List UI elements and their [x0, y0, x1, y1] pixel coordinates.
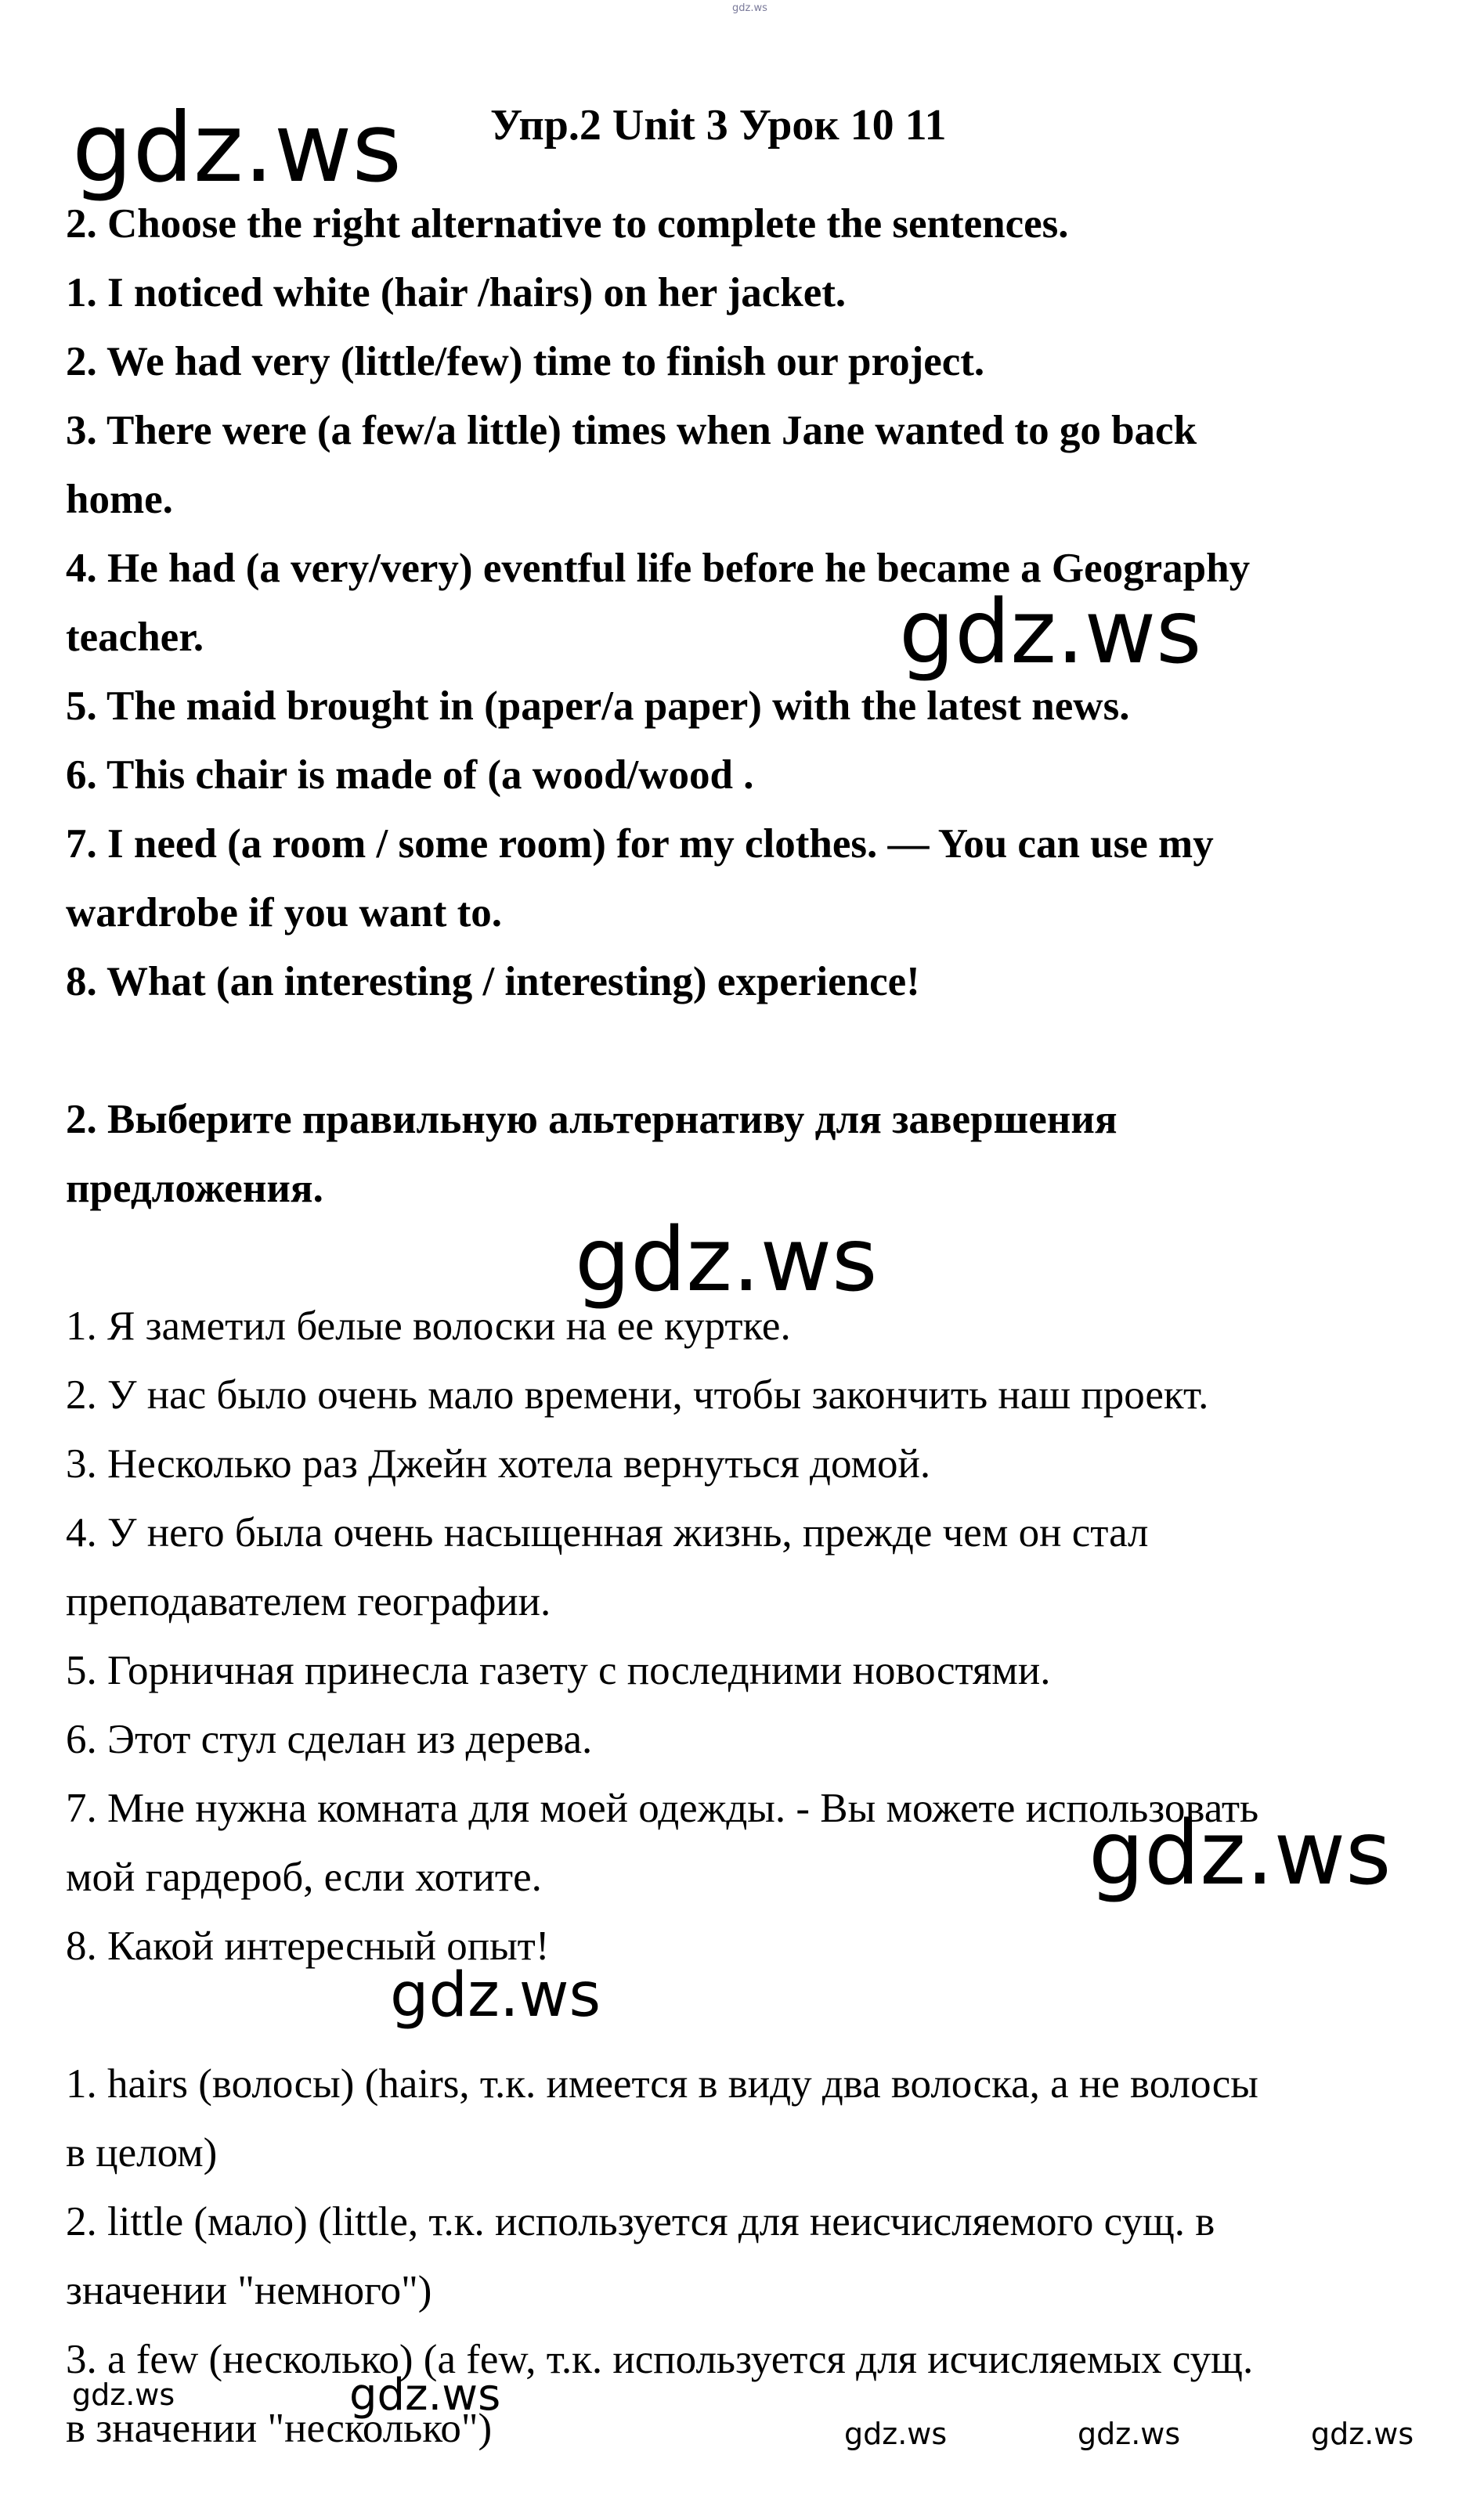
- answer-line: значении "немного"): [66, 2268, 432, 2313]
- exercise-line: teacher.: [66, 615, 204, 660]
- exercise-line: 5. The maid brought in (paper/a paper) with the latest news.: [66, 683, 1130, 729]
- translation-line: преподавателем географии.: [66, 1579, 551, 1624]
- watermark-footer-left: gdz.ws: [72, 2378, 175, 2412]
- watermark-mid-right: gdz.ws: [899, 582, 1202, 683]
- exercise-line: 7. I need (a room / some room) for my clothes. — You can use my: [66, 821, 1214, 867]
- exercise-line: 3. There were (a few/a little) times when Jane wanted to go back: [66, 408, 1197, 453]
- watermark-footer-3: gdz.ws: [1311, 2417, 1414, 2451]
- exercise-line: 4. He had (a very/very) eventful life before he became a Geography: [66, 546, 1251, 591]
- translation-line: 3. Несколько раз Джейн хотела вернуться домой.: [66, 1441, 931, 1487]
- translation-line: 8. Какой интересный опыт!: [66, 1923, 550, 1969]
- watermark-bottom-center: gdz.ws: [349, 2370, 501, 2421]
- answer-line: 1. hairs (волосы) (hairs, т.к. имеется в виду два волоска, а не волосы: [66, 2061, 1258, 2107]
- exercise-line: home.: [66, 477, 173, 522]
- translation-line: 4. У него была очень насыщенная жизнь, прежде чем он стал: [66, 1510, 1149, 1556]
- page-title: Упр.2 Unit 3 Урок 10 11: [490, 101, 947, 150]
- exercise-line: 1. I noticed white (hair /hairs) on her jacket.: [66, 270, 847, 315]
- answer-line: в значении "несколько"): [66, 2406, 493, 2451]
- exercise-line: 6. This chair is made of (a wood/wood .: [66, 752, 754, 798]
- watermark-top-tiny: gdz.ws: [732, 2, 767, 14]
- answer-line: в целом): [66, 2130, 218, 2176]
- translation-line: 1. Я заметил белые волоски на ее куртке.: [66, 1303, 791, 1349]
- translation-line: 7. Мне нужна комната для моей одежды. - Вы можете использовать: [66, 1786, 1259, 1831]
- translation-line: мой гардероб, если хотите.: [66, 1855, 542, 1900]
- translation-line: 2. У нас было очень мало времени, чтобы закончить наш проект.: [66, 1372, 1209, 1418]
- exercise-line: wardrobe if you want to.: [66, 890, 502, 936]
- translation-line: 5. Горничная принесла газету с последними новостями.: [66, 1648, 1051, 1693]
- watermark-center: gdz.ws: [575, 1210, 878, 1311]
- translation-line: 6. Этот стул сделан из дерева.: [66, 1717, 593, 1762]
- exercise-heading: 2. Choose the right alternative to complete the sentences.: [66, 201, 1069, 247]
- answer-line: 2. little (мало) (little, т.к. используется для неисчисляемого сущ. в: [66, 2199, 1215, 2244]
- watermark-footer-2: gdz.ws: [1078, 2417, 1181, 2451]
- exercise-line: 2. We had very (little/few) time to finish our project.: [66, 339, 985, 384]
- answer-line: 3. a few (несколько) (a few, т.к. используется для исчисляемых сущ.: [66, 2337, 1254, 2382]
- translation-heading: 2. Выберите правильную альтернативу для завершения: [66, 1097, 1118, 1142]
- watermark-footer-1: gdz.ws: [844, 2417, 948, 2451]
- translation-heading: предложения.: [66, 1166, 323, 1211]
- exercise-line: 8. What (an interesting / interesting) experience!: [66, 959, 920, 1004]
- watermark-right: gdz.ws: [1089, 1803, 1392, 1905]
- watermark-lower: gdz.ws: [390, 1960, 601, 2031]
- watermark-top-left: gdz.ws: [72, 92, 403, 204]
